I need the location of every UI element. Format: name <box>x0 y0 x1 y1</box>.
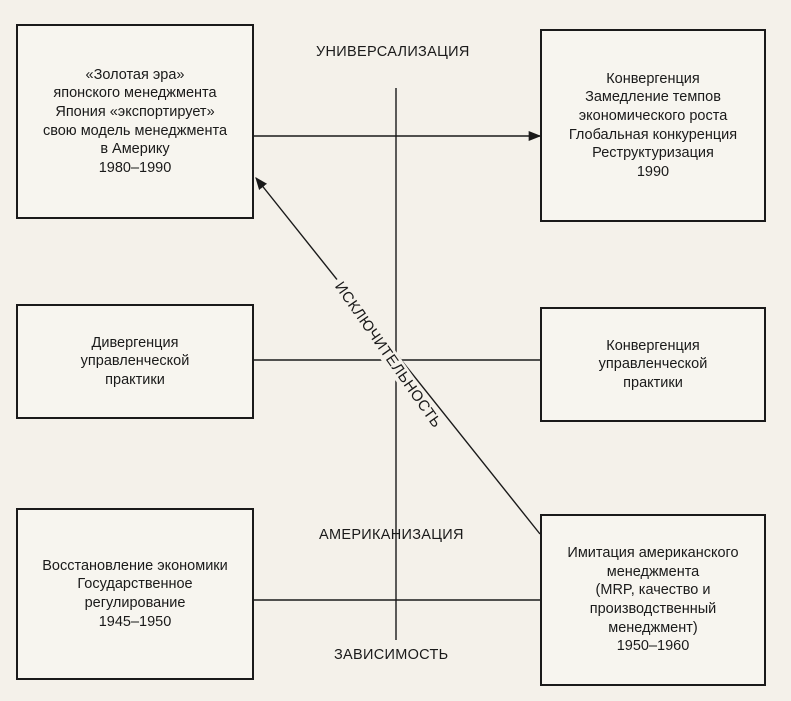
box-imitation-text: Имитация американского менеджмента (MRP, качество и производственный менеджмент) 1950–1960 <box>567 545 739 655</box>
axis-label-universalization: УНИВЕРСАЛИЗАЦИЯ <box>316 44 470 60</box>
axis-label-americanization: АМЕРИКАНИЗАЦИЯ <box>319 527 464 543</box>
box-divergence <box>16 304 254 419</box>
box-convergence-1990 <box>540 29 766 222</box>
box-convergence-1990-text: Конвергенция Замедление темпов экономического роста Глобальная конкуренция Реструктуризация 1990 <box>568 70 738 180</box>
box-recovery <box>16 508 254 680</box>
box-convergence-practice-text: Конвергенция управленческой практики <box>598 337 708 391</box>
axis-label-dependence: ЗАВИСИМОСТЬ <box>334 647 449 663</box>
box-recovery-text: Восстановление экономики Государственное регулирование 1945–1950 <box>42 557 228 630</box>
diagonal-label-exclusivity: ИСКЛЮЧИТЕЛЬНОСТЬ <box>329 275 448 434</box>
box-divergence-text: Дивергенция управленческой практики <box>80 334 190 388</box>
box-golden-era <box>16 24 254 219</box>
box-imitation <box>540 514 766 686</box>
box-convergence-practice <box>540 307 766 422</box>
box-golden-era-text: «Золотая эра» японского менеджмента Япония «экспортирует» свою модель менеджмента в Америку 1980–1990 <box>42 66 228 176</box>
